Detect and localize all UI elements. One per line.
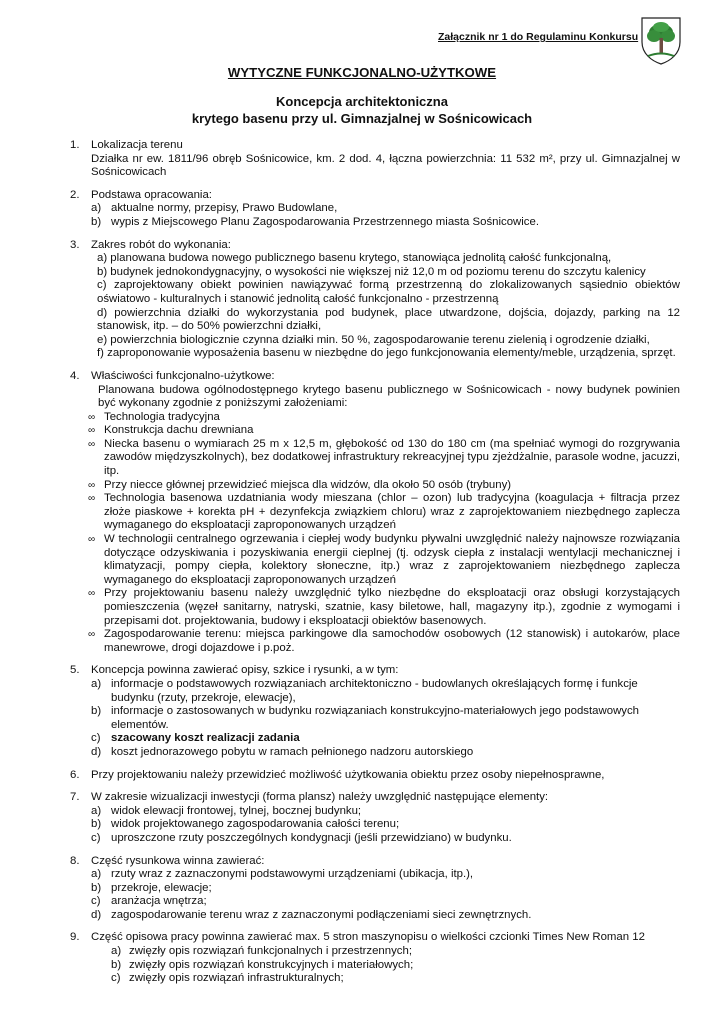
section-heading: Lokalizacja terenu xyxy=(91,139,183,151)
list-item: d) zagospodarowanie terenu wraz z zaznaczonymi podłączeniami sieci zewnętrznych. xyxy=(91,908,532,921)
list-item: d) powierzchnia działki do wykorzystania pod budynek, place utwardzone, dojścia, dojazdy, parking na 12 stanowisk, itp. – do 50% powierzchni działki, xyxy=(97,306,680,333)
section-heading: Zakres robót do wykonania: xyxy=(91,238,231,251)
infinity-bullet-icon: ∞ xyxy=(88,534,96,546)
coat-of-arms-tree-logo xyxy=(640,16,682,65)
section-intro: Planowana budowa ogólnodostępnego krytego basenu publicznego w Sośnicowicach - nowy budynek powinien być wykonany zgodnie z poniższymi założeniami: xyxy=(98,383,680,410)
bullet-item: ∞ Przy niecce głównej przewidzieć miejsca dla widzów, dla około 50 osób (trybuny) xyxy=(88,478,512,491)
bullet-item: ∞ Przy projektowaniu basenu należy uwzględnić tylko niezbędne do eksploatacji oraz obsługi korzystających pomieszczenia (węzeł sanitarny, natryski, szatnie, kasy biletowe, hall, magazyny itp.), zgodnie z wymogami i przepisami dot. projektowania, budowy i eksploatacji obiektów basenowych. xyxy=(88,587,680,627)
section-basis: 2. Podstawa opracowania: a) aktualne normy, przepisy, Prawo Budowlane, b) wypis z Miejscowego Planu Zagospodarowania Przestrzennego miasta Sośnicowice. xyxy=(70,189,680,230)
bullet-item: ∞ Niecka basenu o wymiarach 25 m x 12,5 m, głębokość od 130 do 180 cm (ma spełniać wymogi do rozgrywania zawodów międzyszkolnych), bez dodatkowej infrastruktury rekreacyjnej typu zjeżdżalnie, parasole wodne, jacuzzi, itp. xyxy=(88,437,680,478)
infinity-bullet-icon: ∞ xyxy=(88,629,96,641)
section-heading: Podstawa opracowania: xyxy=(91,188,212,201)
section-description: 9. Część opisowa pracy powinna zawierać max. 5 stron maszynopisu o wielkości czcionki Times New Roman 12 a) zwięzły opis rozwiązań funkcjonalnych i przestrzennych; b) zwięzły opis rozwiązań konstrukcyjnych i materiałowych; c) zwięzły opis rozwiązań infrastrukturalnych; xyxy=(70,931,680,985)
section-location: 1. Lokalizacja terenu Działka nr ew. 1811/96 obręb Sośnicowice, km. 2 dod. 4, łączna powierzchnia: 11 532 m², przy ul. Gimnazjalnej w Sośnicowicach xyxy=(70,139,680,179)
section-scope: 3. Zakres robót do wykonania: a) planowana budowa nowego publicznego basenu krytego, stanowiąca jednolitą całość funkcjonalną, b) budynek jednokondygnacyjny, o wysokości nie większej niż 12,0 m od poziomu terenu do szczytu kalenicy c) zaprojektowany obiekt powinien nawiązywać formą przestrzenną do zlokalizowanych sąsiednio obiektów oświatowo - kulturalnych i stanowić jednolitą całość funkcjonalno - przestrzenną d) powierzchnia działki do wykorzystania pod budynek, place utwardzone, dojścia, dojazdy, parking na 12 stanowisk, itp. – do 50% powierzchni działki, e) powierzchnia biologicznie czynna działki min. 50 %, zagospodarowanie terenu zielenią i ogrodzenie działki, f) zaproponowanie wyposażenia basenu w niezbędne do jego funkcjonowania elementy/meble, urządzenia, sprzęt. xyxy=(70,238,680,360)
section-properties: 4. Właściwości funkcjonalno-użytkowe: Planowana budowa ogólnodostępnego krytego basenu publicznego w Sośnicowicach - nowy budynek powinien być wykonany zgodnie z poniższymi założeniami: ∞ Technologia tradycyjna ∞ Konstrukcja dachu drewniana ∞ Niecka basenu o wymiarach 25 m x 12,5 m, głębokość od 130 do 180 cm (ma spełniać wymogi do rozgrywania zawodów międzyszkolnych), bez dodatkowej infrastruktury rekreacyjnej typu zjeżdżalnie, parasole wodne, jacuzzi, itp. ∞ Przy niecce głównej przewidzieć miejsca dla widzów, dla około 50 osób (trybuny) ∞ Technologia basenowa uzdatniania wody mieszana (chlor – ozon) lub tradycyjna (koagulacja + filtracja przez złoże piaskowe + korekta pH + dezynfekcja związkiem chloru) wraz z zaprojektowaniem niezbędnego zaplecza wymaganego do eksploatacji zaproponowanych urządzeń ∞ W technologii centralnego ogrzewania i ciepłej wody budynku pływalni uwzględnić należy najnowsze rozwiązania dotyczące odzyskiwania i pozyskiwania energii cieplnej (tj. odzysk ciepła z instalacji wentylacji mechanicznej i klimatyzacji, pompy ciepła, kolektory słoneczne, itp.) wraz z zaprojektowaniem niezbędnego zaplecza wymaganego do eksploatacji zaproponowanych urządzeń ∞ Przy projektowaniu basenu należy uwzględnić tylko niezbędne do eksploatacji oraz obsługi korzystających pomieszczenia (węzeł sanitarny, natryski, szatnie, kasy biletowe, hall, magazyny itp.), zgodnie z wymogami i przepisami dot. projektowania, budowy i eksploatacji obiektów basenowych. ∞ Zagospodarowanie terenu: miejsca parkingowe dla samochodów osobowych (12 stanowisk) i autokarów, place manewrowe, drogi dojazdowe i p.poż. xyxy=(70,369,680,654)
list-item: a) zwięzły opis rozwiązań funkcjonalnych i przestrzennych; xyxy=(111,945,412,958)
list-item: b) wypis z Miejscowego Planu Zagospodarowania Przestrzennego miasta Sośnicowice. xyxy=(91,215,539,228)
section-accessibility: 6. Przy projektowaniu należy przewidzieć możliwość użytkowania obiektu przez osoby niepełnosprawne, xyxy=(70,769,680,783)
section-heading: Koncepcja powinna zawierać opisy, szkice i rysunki, a w tym: xyxy=(91,664,399,677)
list-item: a) aktualne normy, przepisy, Prawo Budowlane, xyxy=(91,202,338,215)
bullet-item: ∞ Zagospodarowanie terenu: miejsca parkingowe dla samochodów osobowych (12 stanowisk) i autokarów, place manewrowe, drogi dojazdowe i p.poż. xyxy=(88,628,680,654)
annex-header: Załącznik nr 1 do Regulaminu Konkursu xyxy=(438,31,639,43)
list-item: b) budynek jednokondygnacyjny, o wysokości nie większej niż 12,0 m od poziomu terenu do szczytu kalenicy xyxy=(97,265,646,278)
list-item: c) zwięzły opis rozwiązań infrastrukturalnych; xyxy=(111,972,344,985)
section-visualization: 7. W zakresie wizualizacji inwestycji (forma plansz) należy uwzględnić następujące elementy: a) widok elewacji frontowej, tylnej, bocznej budynku; b) widok projektowanego zagospodarowania całości terenu; c) uproszczone rzuty poszczególnych kondygnacji (jeśli przewidziano) w budynku. xyxy=(70,791,680,845)
document-title: WYTYCZNE FUNKCJONALNO-UŻYTKOWE xyxy=(227,65,497,80)
infinity-bullet-icon: ∞ xyxy=(88,411,96,423)
section-drawings: 8. Część rysunkowa winna zawierać: a) rzuty wraz z zaznaczonymi podstawowymi urządzeniami (ubikacja, itp.), b) przekroje, elewacje; c) aranżacja wnętrza; d) zagospodarowanie terenu wraz z zaznaczonymi podłączeniami sieci zewnętrznych. xyxy=(70,855,680,923)
infinity-bullet-icon: ∞ xyxy=(88,588,96,600)
list-item: a) widok elewacji frontowej, tylnej, bocznej budynku; xyxy=(91,804,362,817)
document-subtitle-location: krytego basenu przy ul. Gimnazjalnej w Sośnicowicach xyxy=(191,111,533,126)
list-item: b) przekroje, elewacje; xyxy=(91,881,212,894)
bullet-item: ∞ Konstrukcja dachu drewniana xyxy=(88,424,254,437)
list-item: b) zwięzły opis rozwiązań konstrukcyjnych i materiałowych; xyxy=(111,958,414,971)
list-item: a) planowana budowa nowego publicznego basenu krytego, stanowiąca jednolitą całość funkcjonalną, xyxy=(97,252,612,265)
list-item: d) koszt jednorazowego pobytu w ramach pełnionego nadzoru autorskiego xyxy=(91,745,474,758)
list-item: f) zaproponowanie wyposażenia basenu w niezbędne do jego funkcjonowania elementy/meble, urządzenia, sprzęt. xyxy=(97,347,676,360)
bullet-item: ∞ Technologia tradycyjna xyxy=(88,410,220,423)
bullet-item: ∞ Technologia basenowa uzdatniania wody mieszana (chlor – ozon) lub tradycyjna (koagulacja + filtracja przez złoże piaskowe + korekta pH + dezynfekcja związkiem chloru) wraz z zaprojektowaniem niezbędnego zaplecza wymaganego do eksploatacji zaproponowanych urządzeń xyxy=(88,492,680,532)
section-heading: W zakresie wizualizacji inwestycji (forma plansz) należy uwzględnić następujące elementy: xyxy=(91,791,549,804)
list-item: b) informacje o zastosowanych w budynku rozwiązaniach konstrukcyjno-materiałowych jego podstawowych elementów. xyxy=(91,705,640,731)
section-heading: Właściwości funkcjonalno-użytkowe: xyxy=(91,369,275,382)
infinity-bullet-icon: ∞ xyxy=(88,438,96,450)
cost-estimate-text: szacowany koszt realizacji zadania xyxy=(111,732,300,745)
infinity-bullet-icon: ∞ xyxy=(88,493,96,505)
list-item: e) powierzchnia biologicznie czynna działki min. 50 %, zagospodarowanie terenu zielenią i ogrodzenie działki, xyxy=(97,333,650,346)
section-text: Działka nr ew. 1811/96 obręb Sośnicowice, km. 2 dod. 4, łączna powierzchnia: 11 532 m², przy ul. Gimnazjalnej w Sośnicowicach xyxy=(91,152,680,179)
infinity-bullet-icon: ∞ xyxy=(88,425,96,437)
section-concept: 5. Koncepcja powinna zawierać opisy, szkice i rysunki, a w tym: a) informacje o podstawowych rozwiązaniach architektoniczno - budowlanych określających formę i funkcje budynku (rzuty, przekroje, elewacje), b) informacje o zastosowanych w budynku rozwiązaniach konstrukcyjno-materiałowych jego podstawowych elementów. c) szacowany koszt realizacji zadania d) koszt jednorazowego pobytu w ramach pełnionego nadzoru autorskiego xyxy=(70,664,680,759)
list-item: c) aranżacja wnętrza; xyxy=(91,895,207,908)
list-item: b) widok projektowanego zagospodarowania całości terenu; xyxy=(91,818,400,831)
section-heading: Część opisowa pracy powinna zawierać max. 5 stron maszynopisu o wielkości czcionki Times New Roman 12 xyxy=(91,931,645,944)
list-item: c) szacowany koszt realizacji zadania xyxy=(91,732,300,745)
list-item: a) rzuty wraz z zaznaczonymi podstawowymi urządzeniami (ubikacja, itp.), xyxy=(91,868,474,881)
list-item: c) zaprojektowany obiekt powinien nawiązywać formą przestrzenną do zlokalizowanych sąsiednio obiektów oświatowo - kulturalnych i stanowić jednolitą całość funkcjonalno - przestrzenną xyxy=(97,279,680,305)
list-item: c) uproszczone rzuty poszczególnych kondygnacji (jeśli przewidziano) w budynku. xyxy=(91,831,512,844)
bullet-item: ∞ W technologii centralnego ogrzewania i ciepłej wody budynku pływalni uwzględnić należy najnowsze rozwiązania dotyczące odzyskiwania i pozyskiwania energii cieplnej (tj. odzysk ciepła z instalacji wentylacji mechanicznej i klimatyzacji, pompy ciepła, kolektory słoneczne, itp.) wraz z zaprojektowaniem niezbędnego zaplecza wymaganego do eksploatacji zaproponowanych urządzeń xyxy=(88,533,680,586)
section-heading: Część rysunkowa winna zawierać: xyxy=(91,854,265,867)
document-subtitle: Koncepcja architektoniczna xyxy=(276,94,448,109)
section-text: Przy projektowaniu należy przewidzieć możliwość użytkowania obiektu przez osoby niepełnosprawne, xyxy=(91,768,605,781)
infinity-bullet-icon: ∞ xyxy=(88,479,96,491)
document-body xyxy=(70,139,680,995)
list-item: a) informacje o podstawowych rozwiązaniach architektoniczno - budowlanych określających formę i funkcje budynku (rzuty, przekroje, elewacje), xyxy=(91,677,638,704)
